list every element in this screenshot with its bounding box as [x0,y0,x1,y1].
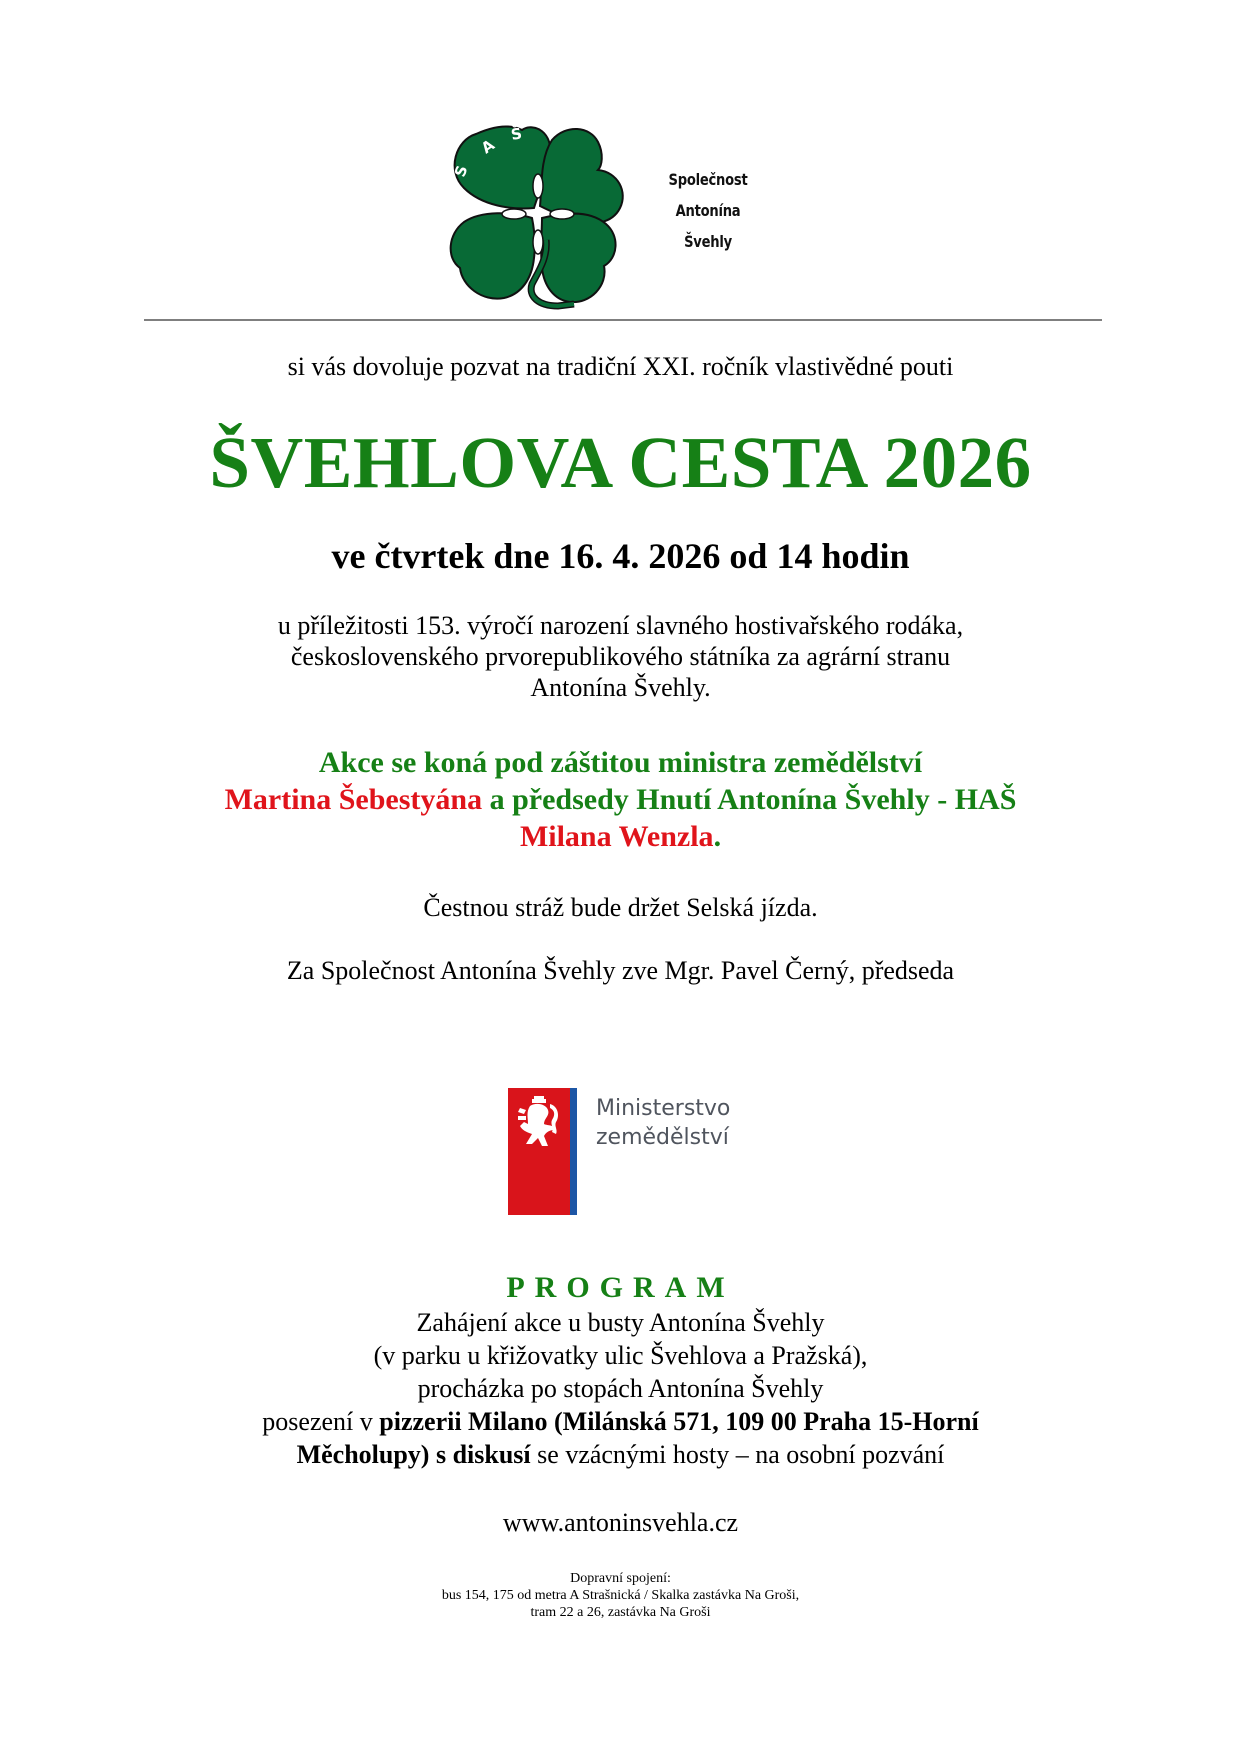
org-name-line: Švehly [684,232,732,251]
chairman-name: Milana Wenzla [519,820,714,853]
occasion-line: československého prvorepublikového státníka za agrární stranu [290,642,951,671]
invitation-signature: Za Společnost Antonína Švehly zve Mgr. Pavel Černý, předseda [286,956,955,985]
header-divider [144,319,1102,321]
patronage-line-1: Akce se koná pod záštitou ministra zemědělství [318,746,923,779]
program-item-suffix: se vzácnými hosty – na osobní pozvání [530,1440,945,1469]
program-list [0,1306,1241,1471]
transport-info [0,1570,1241,1621]
occasion-text [0,610,1241,703]
occasion-line: u příležitosti 153. výročí narození slavného hostivařského rodáka, [277,611,964,640]
czech-lion-icon [514,1094,564,1150]
event-title: ŠVEHLOVA CESTA 2026 [209,422,1032,503]
occasion-line: Antonína Švehly. [530,673,711,702]
event-datetime: ve čtvrtek dne 16. 4. 2026 od 14 hodin [331,536,910,576]
ministry-name [596,1094,730,1152]
patronage-period: . [713,820,722,853]
patronage-line-2-rest: a předsedy Hnutí Antonína Švehly - HAŠ [482,783,1017,816]
honor-guard-text: Čestnou stráž bude držet Selská jízda. [423,893,818,922]
transport-line: bus 154, 175 od metra A Strašnická / Skalka zastávka Na Groši, [441,1588,800,1603]
patronage-line-3 [0,818,1241,855]
ministry-name-line: zemědělství [596,1125,729,1150]
program-item [0,1438,1241,1471]
org-name-line: Antonína [675,201,741,220]
transport-line: tram 22 a 26, zastávka Na Groši [530,1605,711,1620]
minister-name: Martina Šebestyána [224,783,483,816]
logo-letter-s-caron: Š [509,124,524,144]
patronage-line-2 [0,781,1241,818]
patronage-text [0,744,1241,855]
website-link[interactable]: www.antoninsvehla.cz [502,1508,739,1537]
program-item [0,1405,1241,1438]
ministry-logo [508,1088,738,1216]
organization-name [659,164,757,257]
transport-heading: Dopravní spojení: [570,1571,671,1586]
program-item-prefix: posezení v [262,1407,380,1436]
venue-address: pizzerii Milano (Milánská 571, 109 00 Praha 15-Horní [379,1407,979,1436]
program-item: (v parku u křižovatky ulic Švehlova a Pražská), [373,1341,868,1370]
intro-text: si vás dovoluje pozvat na tradiční XXI. ročník vlastivědné pouti [287,352,954,381]
clover-logo-icon [442,118,632,310]
program-item: Zahájení akce u busty Antonína Švehly [416,1308,825,1337]
org-name-line: Společnost [668,170,748,189]
ministry-logo-blue-band [570,1088,577,1215]
program-heading: PROGRAM [506,1271,735,1304]
venue-address-cont: Měcholupy) s diskusí [296,1440,531,1469]
program-item: procházka po stopách Antonína Švehly [417,1374,824,1403]
ministry-name-line: Ministerstvo [596,1096,731,1121]
logo-letter-a: A [477,135,498,158]
logo-letter-s: S [450,163,472,180]
